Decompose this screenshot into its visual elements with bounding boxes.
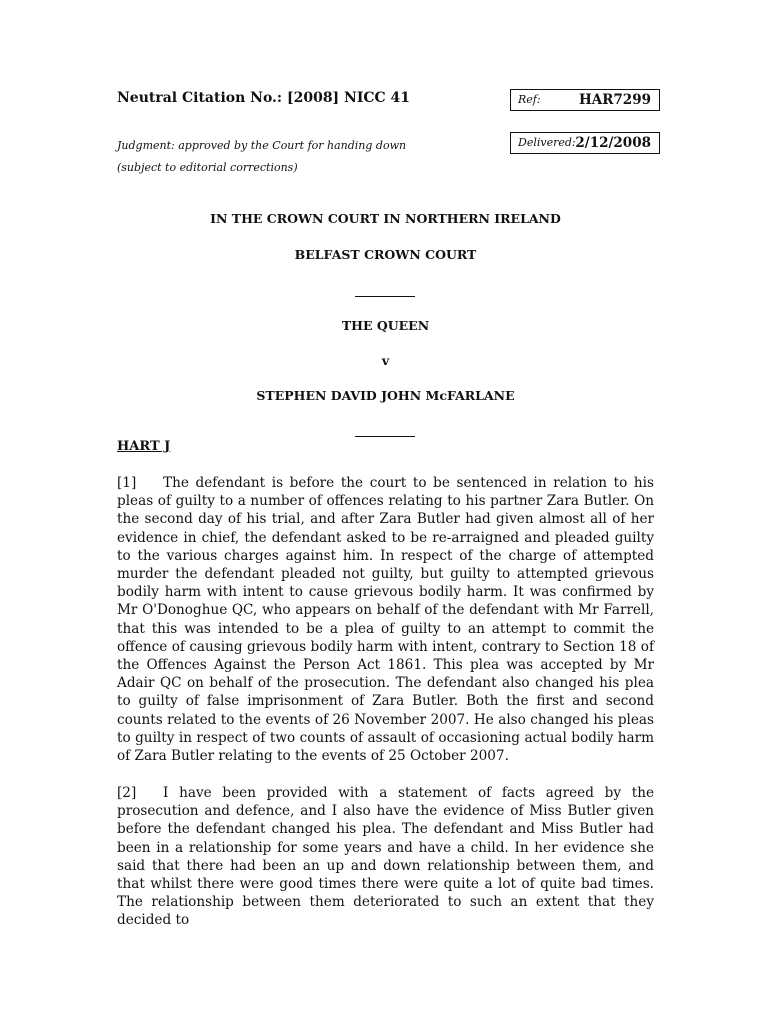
divider — [355, 436, 415, 437]
judgment-note-line1: Judgment: approved by the Court for handing down — [117, 139, 407, 152]
court-subtitle: BELFAST CROWN COURT — [294, 247, 477, 262]
paragraph-text: I have been provided with a statement of facts agreed by the prosecution and defence, and I also have the evidence of Miss Butler given before the defendant changed his plea. The defendant and Miss Butler had been in a relationship for some years and have a child. In her evidence she said that there had been an up and down relationship between them, and that whilst there were good times there were quite a lot of quite bad times. The relationship between them deteriorated to such an extent that they decided to — [117, 785, 654, 929]
ref-label: Ref: — [518, 93, 541, 106]
party-prosecution: THE QUEEN — [341, 318, 430, 333]
court-title: IN THE CROWN COURT IN NORTHERN IRELAND — [210, 211, 561, 226]
ref-box — [510, 89, 660, 111]
paragraph-1 — [117, 474, 654, 765]
party-defendant: STEPHEN DAVID JOHN McFARLANE — [256, 388, 515, 403]
ref-value: HAR7299 — [578, 92, 651, 108]
judgment-note-line2: (subject to editorial corrections) — [117, 161, 298, 174]
delivered-box — [510, 132, 660, 154]
judgment-note — [117, 135, 406, 179]
paragraph-number: [1] — [117, 475, 137, 491]
divider — [355, 296, 415, 297]
delivered-value: 2/12/2008 — [575, 135, 651, 151]
paragraph-2 — [117, 784, 654, 930]
paragraph-number: [2] — [117, 785, 137, 801]
neutral-citation: Neutral Citation No.: [2008] NICC 41 — [117, 90, 411, 106]
delivered-label: Delivered: — [518, 136, 576, 149]
judge-name: HART J — [117, 439, 171, 454]
versus: v — [381, 353, 390, 368]
paragraph-text: The defendant is before the court to be sentenced in relation to his pleas of guilty to a number of offences relating to his partner Zara Butler. On the second day of his trial, and after Zara Butler had given almost all of her evidence in chief, the defendant asked to be re-arraigned and pleaded guilty to the various charges against him. In respect of the charge of attempted murder the defendant pleaded not guilty, but guilty to attempted grievous bodily harm with intent to cause grievous bodily harm. It was confirmed by Mr O'Donoghue QC, who appears on behalf of the defendant with Mr Farrell, that this was intended to be a plea of guilty to an attempt to commit the offence of causing grievous bodily harm with intent, contrary to Section 18 of the Offences Against the Person Act 1861. This plea was accepted by Mr Adair QC on behalf of the prosecution. The defendant also changed his plea to guilty of false imprisonment of Zara Butler. Both the first and second counts related to the events of 26 November 2007. He also changed his pleas to guilty in respect of two counts of assault of occasioning actual bodily harm of Zara Butler relating to the events of 25 October 2007. — [117, 475, 654, 765]
